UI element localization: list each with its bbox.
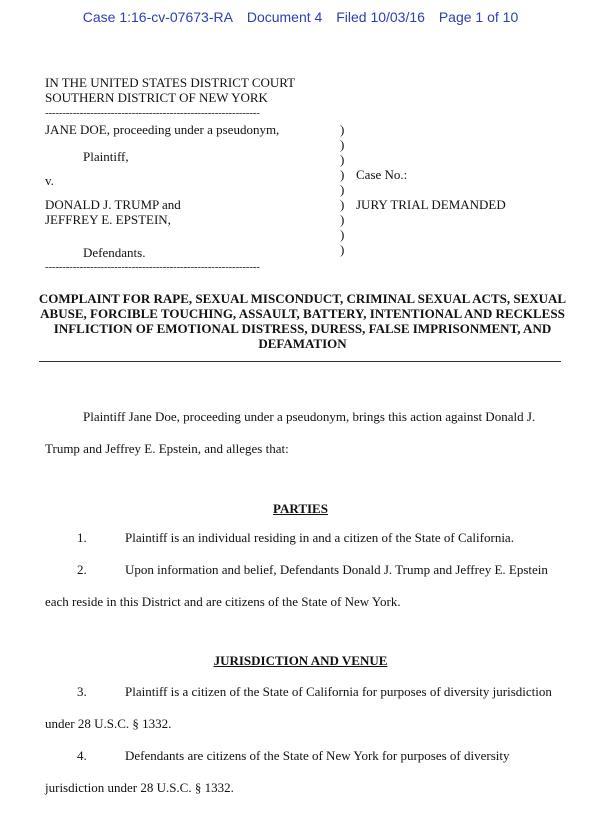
caption-divider-bottom: -------------------------------------------------------------- bbox=[45, 261, 260, 273]
caption-paren: ) bbox=[340, 212, 345, 227]
paragraph-text: Upon information and belief, Defendants Donald J. Trump and Jeffrey E. Epstein bbox=[125, 562, 548, 577]
ecf-header-stamp bbox=[0, 9, 601, 25]
paragraph-text: Plaintiff is an individual residing in and a citizen of the State of California. bbox=[125, 530, 514, 545]
filed-date: Filed 10/03/16 bbox=[336, 9, 425, 25]
caption-paren: ) bbox=[340, 122, 345, 137]
plaintiff-label: Plaintiff, bbox=[83, 149, 129, 164]
intro-line2: Trump and Jeffrey E. Epstein, and alleges that: bbox=[45, 441, 289, 456]
caption-paren: ) bbox=[340, 227, 345, 242]
paragraph-number: 3. bbox=[77, 684, 87, 699]
caption-paren: ) bbox=[340, 242, 345, 257]
title-rule bbox=[39, 361, 561, 362]
complaint-title: COMPLAINT FOR RAPE, SEXUAL MISCONDUCT, CRIMINAL SEXUAL ACTS, SEXUAL ABUSE, FORCIBLE TOUCHING, ASSAULT, BATTERY, INTENTIONAL AND RECKLESS INFLICTION OF EMOTIONAL DISTRESS, DURESS, FALSE IMPRISONMENT, AND DEFAMATION bbox=[38, 291, 567, 351]
caption-paren: ) bbox=[340, 167, 345, 182]
paragraph-text: Defendants are citizens of the State of New York for purposes of diversity bbox=[125, 748, 510, 763]
caption-paren: ) bbox=[340, 197, 345, 212]
jury-demand: JURY TRIAL DEMANDED bbox=[356, 197, 506, 212]
court-name-line1: IN THE UNITED STATES DISTRICT COURT bbox=[45, 75, 296, 90]
court-name-line2: SOUTHERN DISTRICT OF NEW YORK bbox=[45, 90, 268, 105]
page-indicator: Page 1 of 10 bbox=[438, 9, 519, 25]
paragraph-text: Plaintiff is a citizen of the State of California for purposes of diversity jurisdiction bbox=[125, 684, 552, 699]
caption-paren: ) bbox=[340, 152, 345, 167]
case-number-label: Case No.: bbox=[356, 167, 408, 182]
section-heading-jurisdiction: JURISDICTION AND VENUE bbox=[213, 653, 388, 668]
paragraph-text: under 28 U.S.C. § 1332. bbox=[45, 716, 172, 731]
defendant-name-line2: JEFFREY E. EPSTEIN, bbox=[45, 212, 171, 227]
defendant-name-line1: DONALD J. TRUMP and bbox=[45, 197, 181, 212]
caption-divider-top: -------------------------------------------------------------- bbox=[45, 107, 260, 119]
intro-line1: Plaintiff Jane Doe, proceeding under a pseudonym, brings this action against Donald J. bbox=[83, 409, 536, 424]
caption-paren: ) bbox=[340, 137, 345, 152]
paragraph-number: 4. bbox=[77, 748, 87, 763]
defendants-label: Defendants. bbox=[83, 245, 146, 260]
paragraph-text: jurisdiction under 28 U.S.C. § 1332. bbox=[45, 780, 234, 795]
paragraph-text: each reside in this District and are citizens of the State of New York. bbox=[45, 594, 401, 609]
document-number: Document 4 bbox=[246, 9, 323, 25]
plaintiff-name: JANE DOE, proceeding under a pseudonym, bbox=[45, 122, 280, 137]
paragraph-number: 2. bbox=[77, 562, 87, 577]
versus-label: v. bbox=[45, 173, 54, 188]
section-heading-parties: PARTIES bbox=[273, 501, 328, 516]
case-number: Case 1:16-cv-07673-RA bbox=[82, 9, 233, 25]
caption-paren: ) bbox=[340, 182, 345, 197]
paragraph-number: 1. bbox=[77, 530, 87, 545]
